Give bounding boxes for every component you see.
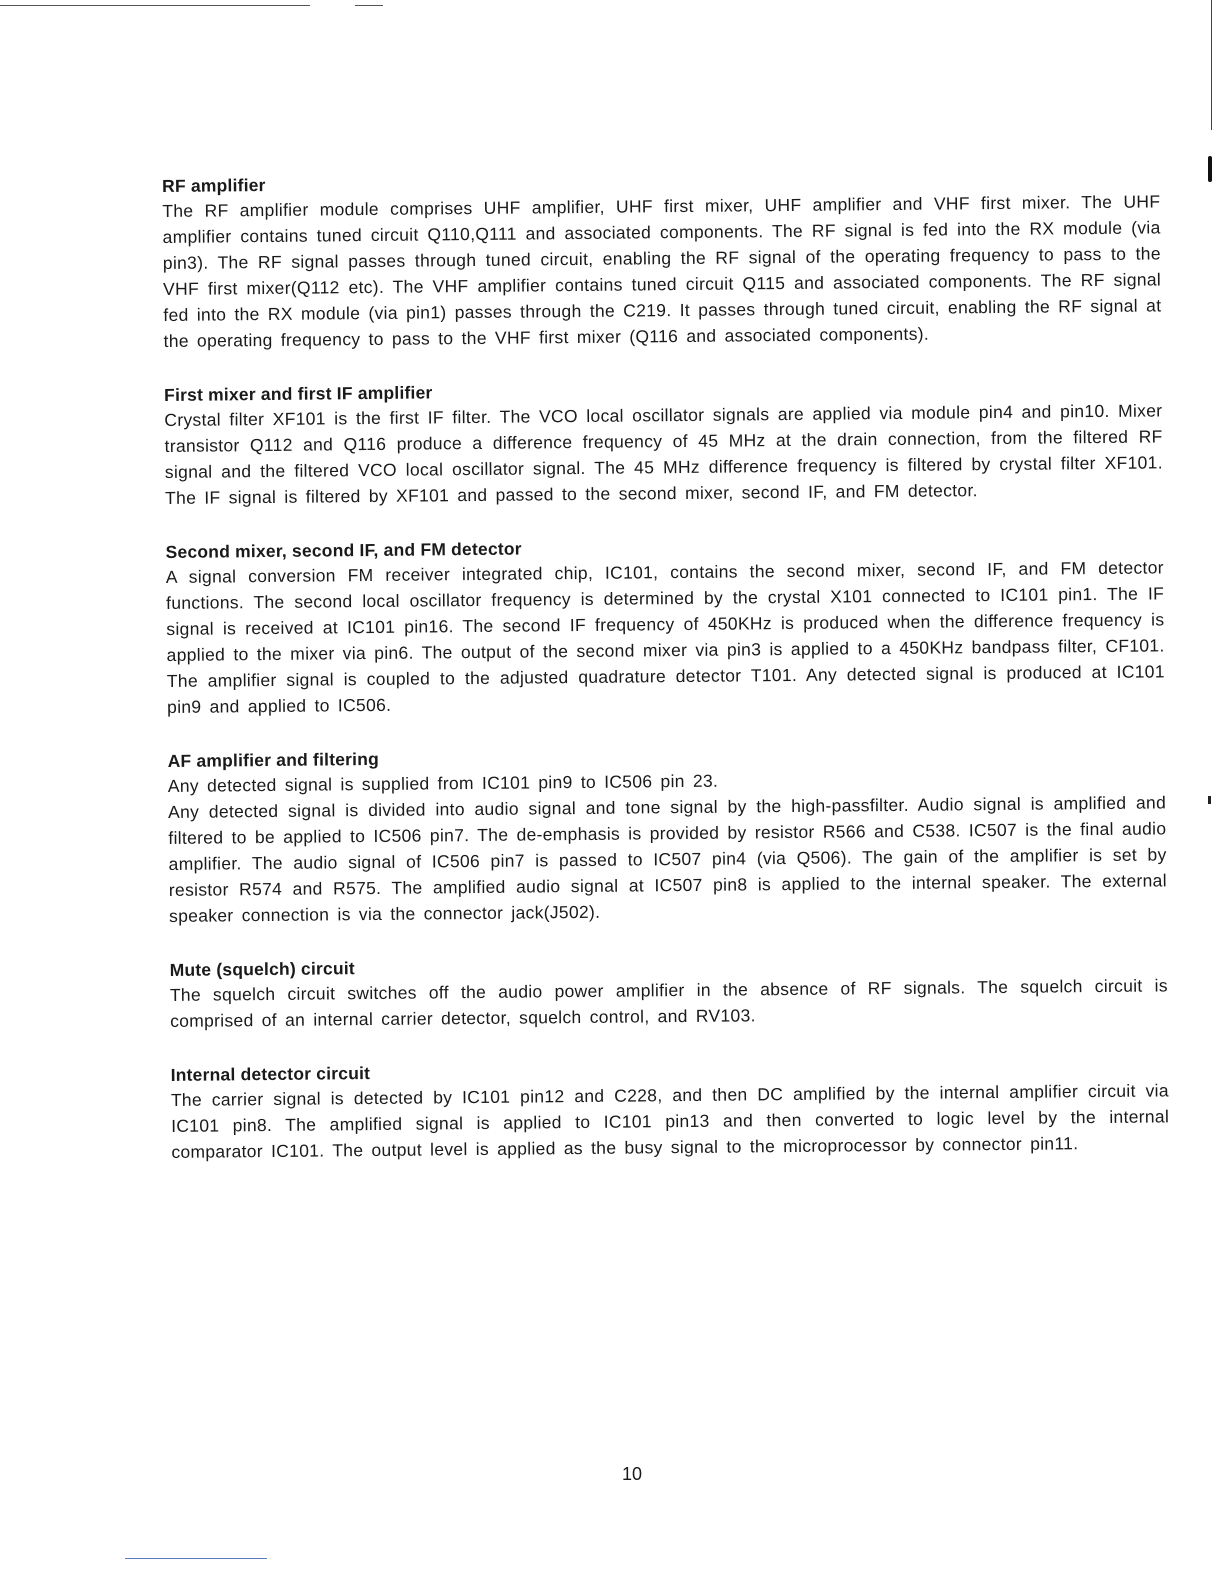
scan-artifact-right-edge: [1211, 0, 1212, 130]
document-body: [162, 164, 1170, 1194]
section-heading: Internal detector circuit: [170, 1063, 371, 1085]
scan-artifact-right-mark: [1208, 156, 1212, 182]
section-paragraph: A signal conversion FM receiver integrated chip, IC101, contains the second mixer, second IF, and FM detector functions. The second local oscillator frequency is determined by the crystal X101 connected to IC101 pin1. The IF signal is received at IC101 pin16. The second IF frequency of 450KHz is produced when the difference frequency is applied to the mixer via pin6. The output of the second mixer via pin3 is applied to a 450KHz bandpass filter, CF101. The amplifier signal is coupled to the adjusted quadrature detector T101. Any detected signal is produced at IC101 pin9 and applied to IC506.: [165, 557, 1165, 717]
section-heading: Second mixer, second IF, and FM detector: [165, 538, 522, 562]
scan-artifact-right-tick: [1208, 796, 1211, 804]
scan-artifact-top-line: [0, 5, 310, 6]
section-internal-detector: [171, 1053, 1170, 1165]
section-heading: First mixer and first IF amplifier: [164, 382, 433, 405]
section-paragraph: The squelch circuit switches off the audio power amplifier in the absence of RF signals. The squelch circuit is comprised of an internal carrier detector, squelch control, and RV103.: [169, 975, 1168, 1031]
scan-artifact-top-dash: [355, 5, 383, 6]
section-heading: RF amplifier: [162, 175, 266, 196]
section-paragraph: Any detected signal is supplied from IC101 pin9 to IC506 pin 23.: [167, 770, 719, 796]
section-second-mixer: [166, 530, 1166, 720]
section-first-mixer: [164, 373, 1163, 511]
section-rf-amplifier: [162, 164, 1162, 354]
section-paragraph: The carrier signal is detected by IC101 pin12 and C228, and then DC amplified by the internal amplifier circuit via IC101 pin8. The amplified signal is applied to IC101 pin13 and then converted to logic level by the internal comparator IC101. The output level is applied as the busy signal to the microprocessor by connector pin11.: [170, 1080, 1170, 1162]
section-paragraph: The RF amplifier module comprises UHF amplifier, UHF first mixer, UHF amplifier and VHF first mixer. The UHF amplifier contains tuned circuit Q110,Q111 and associated components. The RF signal is fed into the RX module (via pin3). The RF signal passes through tuned circuit, enabling the RF signal of the operating frequency to pass to the VHF first mixer(Q112 etc). The VHF amplifier contains tuned circuit Q115 and associated components. The RF signal fed into the RX module (via pin1) passes through the C219. It passes through tuned circuit, enabling the RF signal at the operating frequency to pass to the VHF first mixer (Q116 and associated components).: [162, 191, 1162, 351]
page-number: 10: [621, 1464, 643, 1484]
section-paragraph: Crystal filter XF101 is the first IF filter. The VCO local oscillator signals are applied via module pin4 and pin10. Mixer transistor Q112 and Q116 produce a difference frequency of 45 MHz at the drain connection, from the filtered RF signal and the filtered VCO local oscillator signal. The 45 MHz difference frequency is filtered by crystal filter XF101. The IF signal is filtered by XF101 and passed to the second mixer, second IF, and FM detector.: [164, 400, 1163, 508]
section-paragraph: Any detected signal is divided into audio signal and tone signal by the high-passfilter. Audio signal is amplified and filtered to be applied to IC506 pin7. The de-emphasis is provided by resistor R566 and C538. IC507 is the final audio amplifier. The audio signal of IC506 pin7 is passed to IC507 pin4 (via Q506). The gain of the amplifier is set by resistor R574 and R575. The amplified audio signal at IC507 pin8 is applied to the internal speaker. The external speaker connection is via the connector jack(J502).: [168, 792, 1167, 926]
section-af-amplifier: [168, 739, 1168, 929]
section-heading: AF amplifier and filtering: [167, 748, 380, 771]
section-heading: Mute (squelch) circuit: [169, 958, 355, 980]
scan-artifact-bottom-line: [125, 1558, 267, 1559]
section-mute-squelch: [170, 948, 1169, 1034]
